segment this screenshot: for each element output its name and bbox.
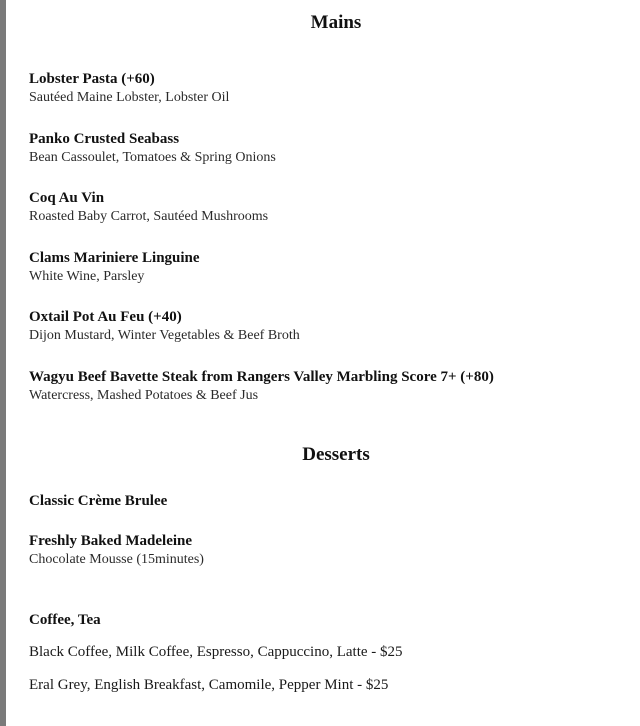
item-name: Panko Crusted Seabass [29, 131, 180, 147]
menu-item [29, 492, 167, 510]
coffee-line: Black Coffee, Milk Coffee, Espresso, Cappuccino, Latte - $25 [29, 644, 403, 660]
item-name: Wagyu Beef Bavette Steak from Rangers Valley Marbling Score 7+ (+80) [29, 369, 494, 385]
item-name: Lobster Pasta (+60) [29, 71, 155, 87]
mains-title: Mains [310, 12, 362, 33]
menu-item [29, 249, 200, 287]
item-name: Coq Au Vin [29, 190, 105, 206]
menu-page [6, 0, 640, 726]
beverages-heading [29, 611, 101, 629]
item-description: Sautéed Maine Lobster, Lobster Oil [29, 90, 230, 105]
desserts-title: Desserts [302, 444, 370, 465]
item-name: Freshly Baked Madeleine [29, 533, 193, 549]
item-name: Coffee, Tea [29, 612, 101, 628]
menu-item [29, 368, 494, 406]
menu-item [29, 189, 268, 227]
item-name: Classic Crème Brulee [29, 493, 168, 509]
item-description: White Wine, Parsley [29, 269, 145, 284]
item-description: Bean Cassoulet, Tomatoes & Spring Onions [29, 150, 276, 165]
item-description: Chocolate Mousse (15minutes) [29, 552, 204, 567]
item-name: Clams Mariniere Linguine [29, 250, 200, 266]
item-description: Roasted Baby Carrot, Sautéed Mushrooms [29, 209, 269, 224]
menu-item [29, 308, 300, 346]
menu-item [29, 532, 204, 570]
menu-item [29, 130, 276, 168]
item-name: Oxtail Pot Au Feu (+40) [29, 309, 182, 325]
tea-line: Eral Grey, English Breakfast, Camomile, Pepper Mint - $25 [29, 677, 389, 693]
item-description: Dijon Mustard, Winter Vegetables & Beef Broth [29, 328, 300, 343]
item-description: Watercress, Mashed Potatoes & Beef Jus [29, 388, 259, 403]
menu-item [29, 70, 229, 108]
